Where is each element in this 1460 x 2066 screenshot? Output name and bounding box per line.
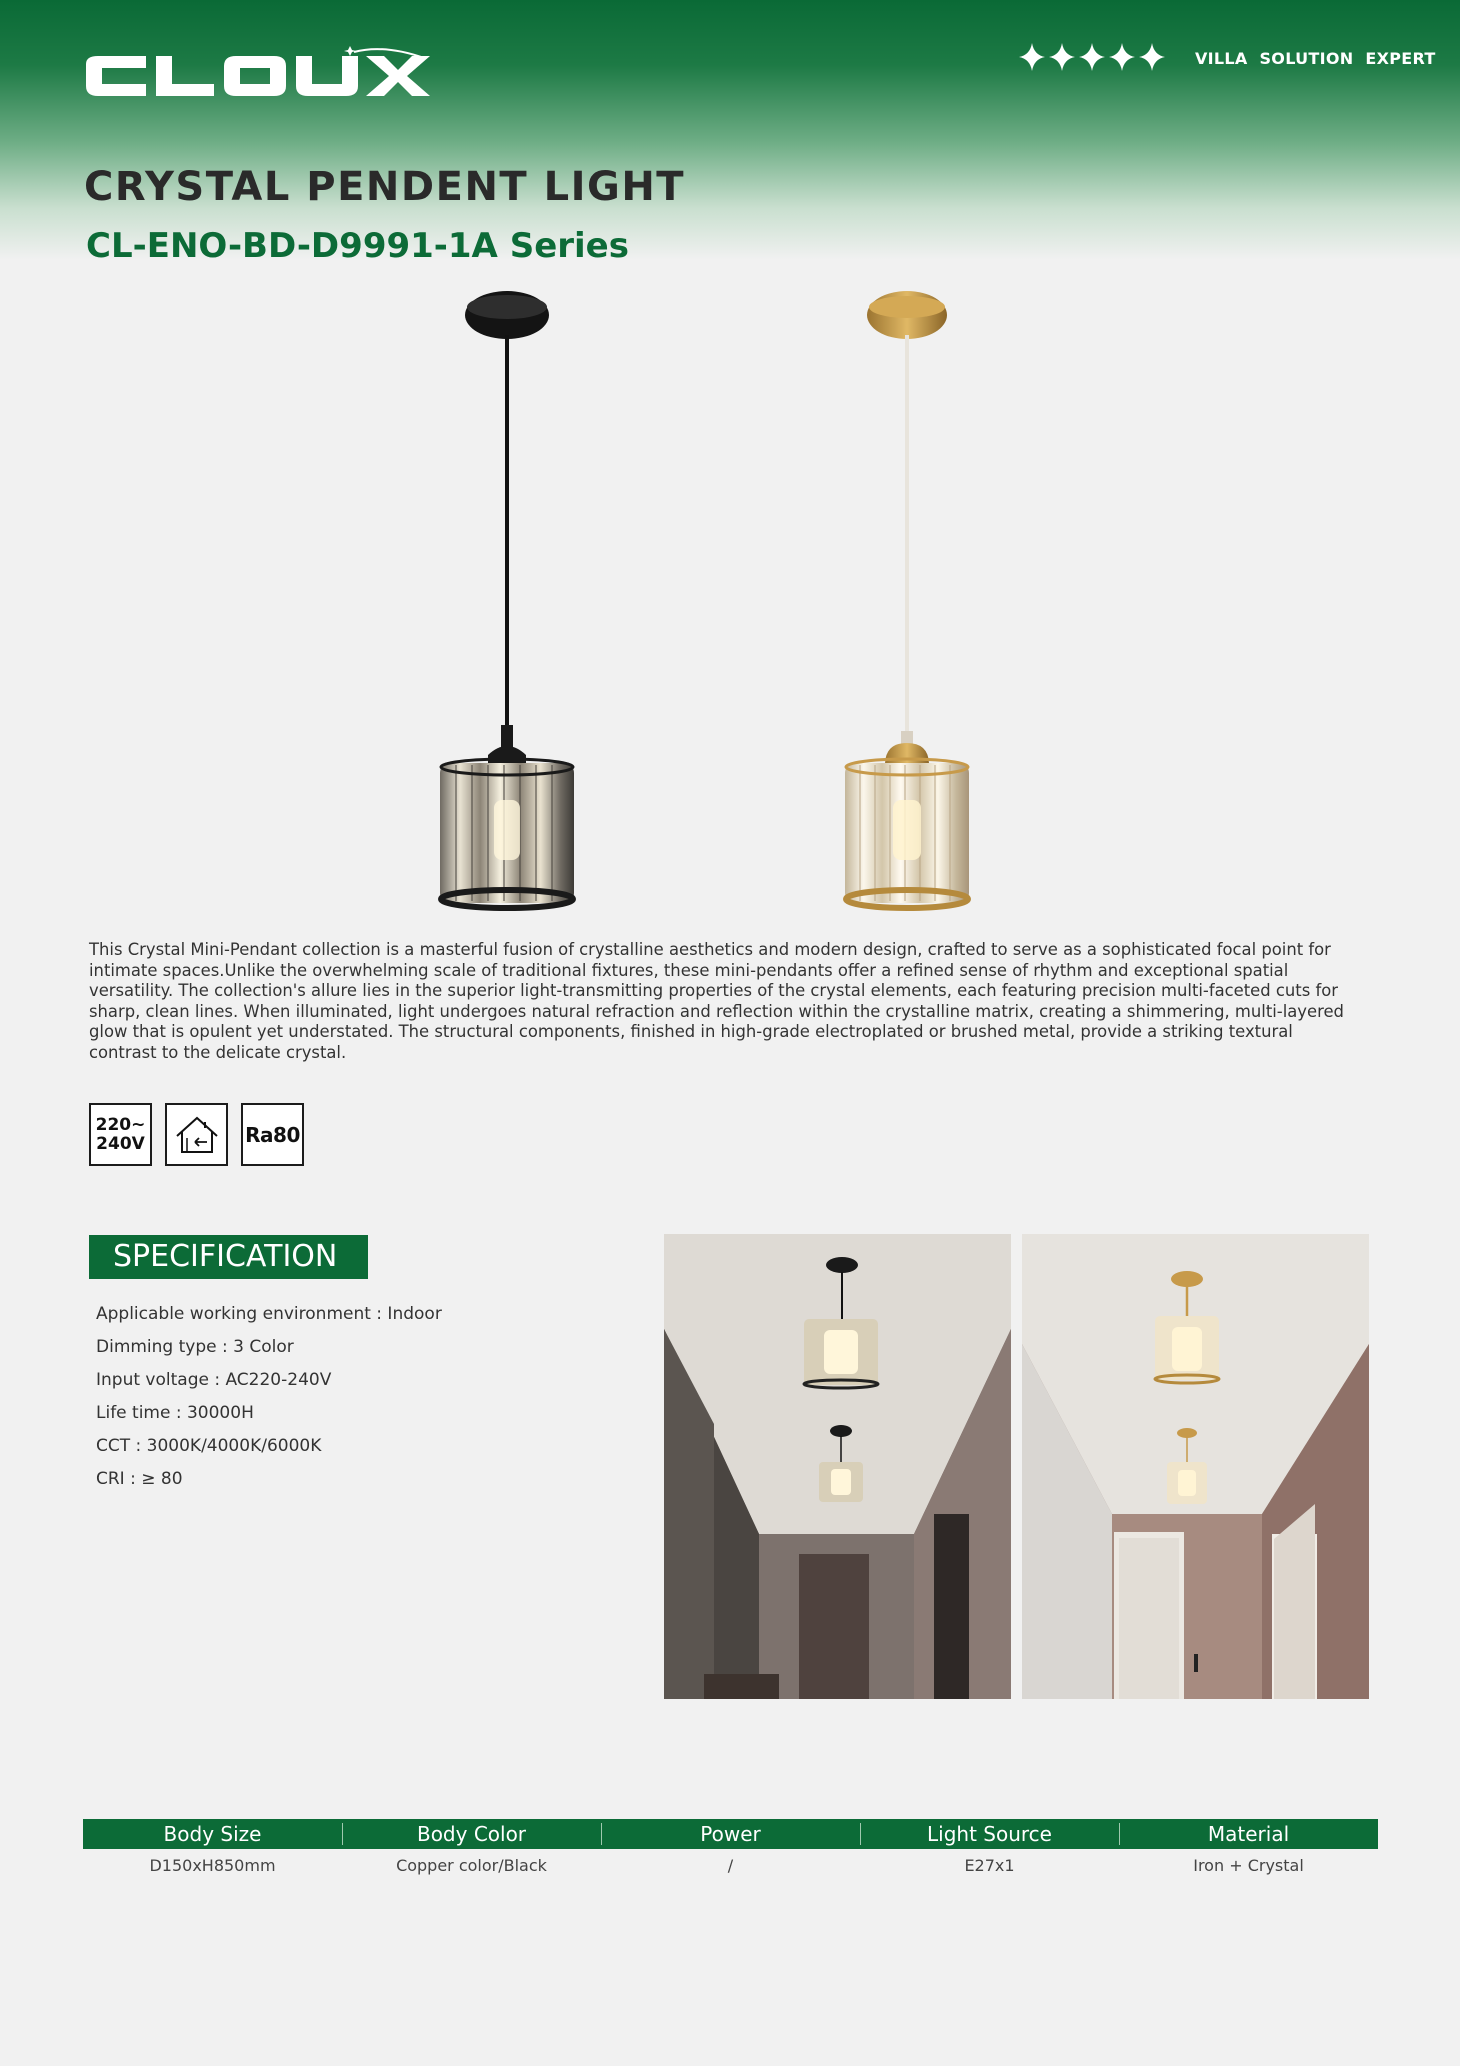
specification-heading: SPECIFICATION [89,1235,368,1279]
spec-item: Applicable working environment : Indoor [96,1304,442,1324]
spec-table-header [83,1819,1378,1849]
page-title: CRYSTAL PENDENT LIGHT [84,164,686,210]
tagline: VILLA SOLUTION EXPERT [1195,49,1436,68]
table-cell-light-source: E27x1 [964,1856,1015,1875]
indoor-badge [165,1103,228,1166]
scene-photo-copper [1022,1234,1369,1699]
spec-item: CCT : 3000K/4000K/6000K [96,1436,322,1456]
header-band [0,0,1460,260]
specification-list [96,1302,442,1500]
table-cell-material: Iron + Crystal [1193,1856,1304,1875]
rating-stars [1018,42,1166,76]
spec-item: Input voltage : AC220-240V [96,1370,332,1390]
star-icon [1108,42,1136,72]
spec-item: Dimming type : 3 Color [96,1337,294,1357]
star-icon [1138,42,1166,72]
voltage-badge [89,1103,152,1166]
table-cell-body-color: Copper color/Black [396,1856,547,1875]
table-header-power: Power [601,1819,860,1849]
voltage-line-1: 220~ [95,1114,146,1135]
product-image-black [430,285,590,915]
indoor-house-icon [173,1112,221,1158]
table-cell-body-size: D150xH850mm [149,1856,276,1875]
product-description: This Crystal Mini-Pendant collection is a masterful fusion of crystalline aesthetics and modern design, crafted to serve as a sophisticated focal point for intimate spaces.Unlike the overwhelming scale of traditional fixtures, these mini-pendants offer a refined sense of rhythm and exceptional spatial versatility. The collection's allure lies in the superior light-transmitting properties of the crystal elements, each featuring precision multi-faceted cuts for sharp, clean lines. When illuminated, light undergoes natural refraction and reflection within the crystalline matrix, creating a shimmering, multi-layered glow that is opulent yet understated. The structural components, finished in high-grade electroplated or brushed metal, provide a striking textural contrast to the delicate crystal. [89,940,1344,1062]
product-image-copper [835,285,985,915]
star-icon [1018,42,1046,72]
table-header-body-color: Body Color [342,1819,601,1849]
star-icon [1048,42,1076,72]
spec-item: CRI : ≥ 80 [96,1469,183,1489]
table-header-material: Material [1119,1819,1378,1849]
table-cell-power: / [727,1856,734,1875]
table-header-body-size: Body Size [163,1822,262,1846]
series-subtitle: CL-ENO-BD-D9991-1A Series [86,226,629,266]
feature-badges [89,1103,304,1166]
cri-badge: Ra80 [241,1103,304,1166]
cloux-logo [84,44,436,104]
scene-photo-black [664,1234,1011,1699]
table-header-light-source: Light Source [860,1819,1119,1849]
table-row [83,1855,1378,1877]
star-icon [1078,42,1106,72]
voltage-line-2: 240V [96,1133,145,1154]
spec-item: Life time : 30000H [96,1403,254,1423]
